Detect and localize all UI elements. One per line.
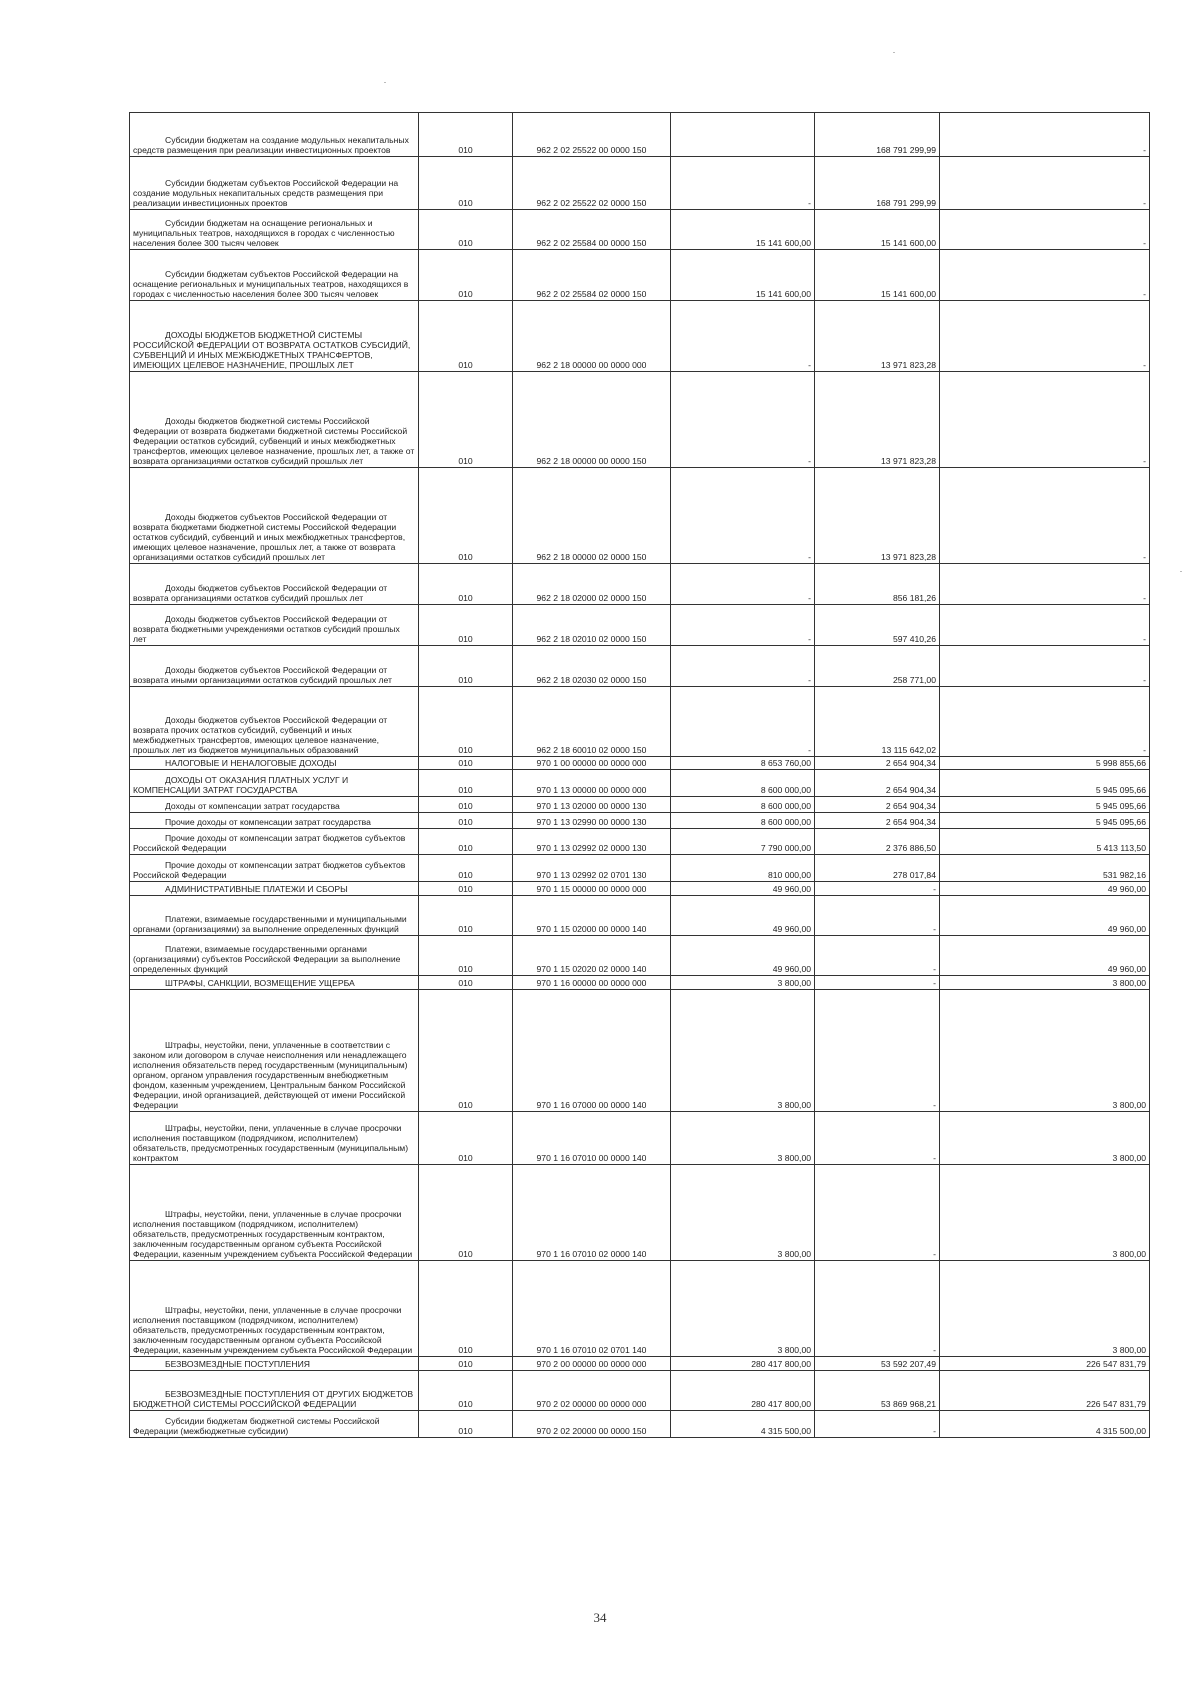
- executed-amount-cell: 2 654 904,34: [815, 813, 940, 829]
- unexecuted-amount-cell: 4 315 500,00: [940, 1411, 1150, 1438]
- budget-classification-code-cell: 970 1 16 07010 00 0000 140: [513, 1112, 671, 1165]
- line-code-cell: 010: [419, 250, 513, 301]
- approved-budget-cell: 3 800,00: [671, 990, 815, 1112]
- line-code-cell: 010: [419, 687, 513, 757]
- indicator-name-cell: Штрафы, неустойки, пени, уплаченные в случае просрочки исполнения поставщиком (подрядчиком, исполнителем) обязательств, предусмотренных государственным (муниципальным) контрактом: [130, 1112, 419, 1165]
- executed-amount-cell: -: [815, 936, 940, 976]
- table-row: [130, 301, 1150, 372]
- line-code-cell: 010: [419, 896, 513, 936]
- approved-budget-cell: 8 653 760,00: [671, 757, 815, 770]
- line-code-cell: 010: [419, 757, 513, 770]
- approved-budget-cell: -: [671, 646, 815, 687]
- indicator-name-cell: БЕЗВОЗМЕЗДНЫЕ ПОСТУПЛЕНИЯ ОТ ДРУГИХ БЮДЖЕТОВ БЮДЖЕТНОЙ СИСТЕМЫ РОССИЙСКОЙ ФЕДЕРАЦИИ: [130, 1371, 419, 1411]
- executed-amount-cell: -: [815, 1411, 940, 1438]
- unexecuted-amount-cell: 3 800,00: [940, 1165, 1150, 1261]
- indicator-name-cell: Платежи, взимаемые государственными органами (организациями) субъектов Российской Федерации за выполнение определенных функций: [130, 936, 419, 976]
- executed-amount-cell: 2 654 904,34: [815, 797, 940, 813]
- scan-artifact: [384, 82, 386, 83]
- line-code-cell: 010: [419, 990, 513, 1112]
- indicator-name-cell: Субсидии бюджетам бюджетной системы Российской Федерации (межбюджетные субсидии): [130, 1411, 419, 1438]
- line-code-cell: 010: [419, 564, 513, 605]
- budget-classification-code-cell: 970 1 15 02000 00 0000 140: [513, 896, 671, 936]
- approved-budget-cell: -: [671, 372, 815, 468]
- table-row: [130, 1371, 1150, 1411]
- indicator-name-cell: Доходы бюджетов субъектов Российской Федерации от возврата иными организациями остатков субсидий прошлых лет: [130, 646, 419, 687]
- indicator-name-cell: НАЛОГОВЫЕ И НЕНАЛОГОВЫЕ ДОХОДЫ: [130, 757, 419, 770]
- unexecuted-amount-cell: 226 547 831,79: [940, 1371, 1150, 1411]
- executed-amount-cell: 53 592 207,49: [815, 1357, 940, 1371]
- indicator-name-cell: Доходы бюджетов субъектов Российской Федерации от возврата бюджетными учреждениями остатков субсидий прошлых лет: [130, 605, 419, 646]
- budget-classification-code-cell: 970 1 13 00000 00 0000 000: [513, 770, 671, 797]
- executed-amount-cell: 2 654 904,34: [815, 757, 940, 770]
- table-row: [130, 605, 1150, 646]
- table-row: [130, 468, 1150, 564]
- budget-classification-code-cell: 970 1 15 02020 02 0000 140: [513, 936, 671, 976]
- approved-budget-cell: -: [671, 687, 815, 757]
- table-row: [130, 1261, 1150, 1357]
- indicator-name-cell: Штрафы, неустойки, пени, уплаченные в случае просрочки исполнения поставщиком (подрядчиком, исполнителем) обязательств, предусмотренных государственным контрактом, заключенным государственным органом субъекта Российской Федерации, казенным учреждением субъекта Российской Федерации: [130, 1165, 419, 1261]
- unexecuted-amount-cell: 226 547 831,79: [940, 1357, 1150, 1371]
- approved-budget-cell: 49 960,00: [671, 896, 815, 936]
- indicator-name-cell: Прочие доходы от компенсации затрат бюджетов субъектов Российской Федерации: [130, 855, 419, 882]
- table-row: [130, 882, 1150, 896]
- table-row: [130, 829, 1150, 855]
- unexecuted-amount-cell: 5 945 095,66: [940, 813, 1150, 829]
- unexecuted-amount-cell: 3 800,00: [940, 976, 1150, 990]
- unexecuted-amount-cell: -: [940, 564, 1150, 605]
- budget-classification-code-cell: 962 2 18 00000 02 0000 150: [513, 468, 671, 564]
- budget-classification-code-cell: 970 1 13 02992 02 0701 130: [513, 855, 671, 882]
- unexecuted-amount-cell: 5 945 095,66: [940, 797, 1150, 813]
- executed-amount-cell: 2 654 904,34: [815, 770, 940, 797]
- budget-classification-code-cell: 970 1 16 07010 02 0000 140: [513, 1165, 671, 1261]
- unexecuted-amount-cell: 49 960,00: [940, 896, 1150, 936]
- table-row: [130, 113, 1150, 157]
- unexecuted-amount-cell: 49 960,00: [940, 882, 1150, 896]
- approved-budget-cell: 280 417 800,00: [671, 1371, 815, 1411]
- executed-amount-cell: 15 141 600,00: [815, 210, 940, 250]
- unexecuted-amount-cell: -: [940, 646, 1150, 687]
- indicator-name-cell: Прочие доходы от компенсации затрат государства: [130, 813, 419, 829]
- executed-amount-cell: 278 017,84: [815, 855, 940, 882]
- table-row: [130, 1357, 1150, 1371]
- approved-budget-cell: -: [671, 468, 815, 564]
- indicator-name-cell: Субсидии бюджетам на оснащение региональных и муниципальных театров, находящихся в городах с численностью населения более 300 тысяч человек: [130, 210, 419, 250]
- executed-amount-cell: -: [815, 896, 940, 936]
- executed-amount-cell: 856 181,26: [815, 564, 940, 605]
- line-code-cell: 010: [419, 855, 513, 882]
- indicator-name-cell: Доходы от компенсации затрат государства: [130, 797, 419, 813]
- indicator-name-cell: Субсидии бюджетам субъектов Российской Федерации на создание модульных некапитальных средств размещения при реализации инвестиционных проектов: [130, 157, 419, 210]
- executed-amount-cell: -: [815, 976, 940, 990]
- table-row: [130, 372, 1150, 468]
- indicator-name-cell: Субсидии бюджетам на создание модульных некапитальных средств размещения при реализации инвестиционных проектов: [130, 113, 419, 157]
- unexecuted-amount-cell: -: [940, 605, 1150, 646]
- unexecuted-amount-cell: -: [940, 157, 1150, 210]
- page-number: 34: [593, 1610, 607, 1625]
- unexecuted-amount-cell: -: [940, 372, 1150, 468]
- indicator-name-cell: ШТРАФЫ, САНКЦИИ, ВОЗМЕЩЕНИЕ УЩЕРБА: [130, 976, 419, 990]
- table-row: [130, 1411, 1150, 1438]
- budget-classification-code-cell: 970 1 13 02990 00 0000 130: [513, 813, 671, 829]
- indicator-name-cell: Штрафы, неустойки, пени, уплаченные в случае просрочки исполнения поставщиком (подрядчиком, исполнителем) обязательств, предусмотренных государственным контрактом, заключенным государственным органом субъекта Российской Федерации, казенным учреждением субъекта Российской Федерации: [130, 1261, 419, 1357]
- budget-classification-code-cell: 962 2 18 00000 00 0000 150: [513, 372, 671, 468]
- indicator-name-cell: Прочие доходы от компенсации затрат бюджетов субъектов Российской Федерации: [130, 829, 419, 855]
- line-code-cell: 010: [419, 882, 513, 896]
- approved-budget-cell: 3 800,00: [671, 1261, 815, 1357]
- indicator-name-cell: Доходы бюджетов бюджетной системы Российской Федерации от возврата бюджетами бюджетной системы Российской Федерации остатков субсидий, субвенций и иных межбюджетных трансфертов, имеющих целевое назначение, прошлых лет, а также от возврата организациями остатков субсидий прошлых лет: [130, 372, 419, 468]
- indicator-name-cell: Доходы бюджетов субъектов Российской Федерации от возврата организациями остатков субсидий прошлых лет: [130, 564, 419, 605]
- unexecuted-amount-cell: -: [940, 687, 1150, 757]
- budget-classification-code-cell: 962 2 18 02010 02 0000 150: [513, 605, 671, 646]
- executed-amount-cell: 13 971 823,28: [815, 468, 940, 564]
- executed-amount-cell: 13 971 823,28: [815, 301, 940, 372]
- line-code-cell: 010: [419, 113, 513, 157]
- indicator-name-cell: ДОХОДЫ ОТ ОКАЗАНИЯ ПЛАТНЫХ УСЛУГ И КОМПЕНСАЦИИ ЗАТРАТ ГОСУДАРСТВА: [130, 770, 419, 797]
- line-code-cell: 010: [419, 1165, 513, 1261]
- budget-classification-code-cell: 970 1 16 07010 02 0701 140: [513, 1261, 671, 1357]
- budget-classification-code-cell: 970 2 00 00000 00 0000 000: [513, 1357, 671, 1371]
- budget-classification-code-cell: 970 1 15 00000 00 0000 000: [513, 882, 671, 896]
- indicator-name-cell: Доходы бюджетов субъектов Российской Федерации от возврата бюджетами бюджетной системы Российской Федерации остатков субсидий, субвенций и иных межбюджетных трансфертов, имеющих целевое назначение, прошлых лет, а также от возврата организациями остатков субсидий прошлых лет: [130, 468, 419, 564]
- approved-budget-cell: 810 000,00: [671, 855, 815, 882]
- table-row: [130, 157, 1150, 210]
- table-row: [130, 813, 1150, 829]
- table-row: [130, 976, 1150, 990]
- approved-budget-cell: 8 600 000,00: [671, 813, 815, 829]
- table-row: [130, 990, 1150, 1112]
- revenue-table: [129, 112, 1150, 1438]
- budget-classification-code-cell: 962 2 18 02000 02 0000 150: [513, 564, 671, 605]
- unexecuted-amount-cell: 3 800,00: [940, 1112, 1150, 1165]
- approved-budget-cell: -: [671, 564, 815, 605]
- unexecuted-amount-cell: -: [940, 250, 1150, 301]
- executed-amount-cell: 168 791 299,99: [815, 113, 940, 157]
- approved-budget-cell: 15 141 600,00: [671, 210, 815, 250]
- line-code-cell: 010: [419, 976, 513, 990]
- unexecuted-amount-cell: -: [940, 301, 1150, 372]
- approved-budget-cell: -: [671, 301, 815, 372]
- approved-budget-cell: 7 790 000,00: [671, 829, 815, 855]
- budget-classification-code-cell: 970 1 16 07000 00 0000 140: [513, 990, 671, 1112]
- budget-classification-code-cell: 970 1 00 00000 00 0000 000: [513, 757, 671, 770]
- executed-amount-cell: 2 376 886,50: [815, 829, 940, 855]
- line-code-cell: 010: [419, 157, 513, 210]
- budget-classification-code-cell: 962 2 18 00000 00 0000 000: [513, 301, 671, 372]
- budget-classification-code-cell: 970 2 02 20000 00 0000 150: [513, 1411, 671, 1438]
- unexecuted-amount-cell: -: [940, 210, 1150, 250]
- executed-amount-cell: -: [815, 1112, 940, 1165]
- budget-classification-code-cell: 970 1 16 00000 00 0000 000: [513, 976, 671, 990]
- indicator-name-cell: Субсидии бюджетам субъектов Российской Федерации на оснащение региональных и муниципальных театров, находящихся в городах с численностью населения более 300 тысяч человек: [130, 250, 419, 301]
- budget-classification-code-cell: 962 2 02 25584 00 0000 150: [513, 210, 671, 250]
- table-row: [130, 250, 1150, 301]
- table-row: [130, 896, 1150, 936]
- line-code-cell: 010: [419, 829, 513, 855]
- line-code-cell: 010: [419, 1371, 513, 1411]
- executed-amount-cell: -: [815, 882, 940, 896]
- approved-budget-cell: [671, 113, 815, 157]
- line-code-cell: 010: [419, 605, 513, 646]
- unexecuted-amount-cell: -: [940, 113, 1150, 157]
- line-code-cell: 010: [419, 1112, 513, 1165]
- table-row: [130, 936, 1150, 976]
- approved-budget-cell: 8 600 000,00: [671, 770, 815, 797]
- unexecuted-amount-cell: -: [940, 468, 1150, 564]
- line-code-cell: 010: [419, 301, 513, 372]
- indicator-name-cell: БЕЗВОЗМЕЗДНЫЕ ПОСТУПЛЕНИЯ: [130, 1357, 419, 1371]
- unexecuted-amount-cell: 531 982,16: [940, 855, 1150, 882]
- line-code-cell: 010: [419, 797, 513, 813]
- executed-amount-cell: 258 771,00: [815, 646, 940, 687]
- unexecuted-amount-cell: 5 413 113,50: [940, 829, 1150, 855]
- line-code-cell: 010: [419, 813, 513, 829]
- executed-amount-cell: 53 869 968,21: [815, 1371, 940, 1411]
- approved-budget-cell: 4 315 500,00: [671, 1411, 815, 1438]
- table-row: [130, 687, 1150, 757]
- budget-classification-code-cell: 962 2 02 25522 00 0000 150: [513, 113, 671, 157]
- budget-classification-code-cell: 970 2 02 00000 00 0000 000: [513, 1371, 671, 1411]
- budget-classification-code-cell: 962 2 18 60010 02 0000 150: [513, 687, 671, 757]
- scan-artifact: [893, 52, 895, 53]
- approved-budget-cell: 3 800,00: [671, 976, 815, 990]
- table-row: [130, 797, 1150, 813]
- unexecuted-amount-cell: 3 800,00: [940, 990, 1150, 1112]
- approved-budget-cell: 15 141 600,00: [671, 250, 815, 301]
- table-row: [130, 210, 1150, 250]
- indicator-name-cell: Штрафы, неустойки, пени, уплаченные в соответствии с законом или договором в случае неисполнения или ненадлежащего исполнения обязательств перед государственным (муниципальным) органом, органом управления государственным внебюджетным фондом, казенным учреждением, Центральным банком Российской Федерации, иной организацией, действующей от имени Российской Федерации: [130, 990, 419, 1112]
- approved-budget-cell: 8 600 000,00: [671, 797, 815, 813]
- unexecuted-amount-cell: 49 960,00: [940, 936, 1150, 976]
- table-row: [130, 757, 1150, 770]
- table-row: [130, 1165, 1150, 1261]
- indicator-name-cell: Доходы бюджетов субъектов Российской Федерации от возврата прочих остатков субсидий, субвенций и иных межбюджетных трансфертов, имеющих целевое назначение, прошлых лет из бюджетов муниципальных образований: [130, 687, 419, 757]
- unexecuted-amount-cell: 5 998 855,66: [940, 757, 1150, 770]
- executed-amount-cell: 168 791 299,99: [815, 157, 940, 210]
- executed-amount-cell: -: [815, 1261, 940, 1357]
- line-code-cell: 010: [419, 646, 513, 687]
- line-code-cell: 010: [419, 1357, 513, 1371]
- executed-amount-cell: 15 141 600,00: [815, 250, 940, 301]
- indicator-name-cell: АДМИНИСТРАТИВНЫЕ ПЛАТЕЖИ И СБОРЫ: [130, 882, 419, 896]
- budget-classification-code-cell: 962 2 02 25522 02 0000 150: [513, 157, 671, 210]
- line-code-cell: 010: [419, 468, 513, 564]
- table-row: [130, 1112, 1150, 1165]
- approved-budget-cell: 3 800,00: [671, 1165, 815, 1261]
- line-code-cell: 010: [419, 770, 513, 797]
- approved-budget-cell: 3 800,00: [671, 1112, 815, 1165]
- budget-classification-code-cell: 962 2 18 02030 02 0000 150: [513, 646, 671, 687]
- approved-budget-cell: 49 960,00: [671, 936, 815, 976]
- table-row: [130, 564, 1150, 605]
- approved-budget-cell: -: [671, 605, 815, 646]
- indicator-name-cell: Платежи, взимаемые государственными и муниципальными органами (организациями) за выполнение определенных функций: [130, 896, 419, 936]
- line-code-cell: 010: [419, 1261, 513, 1357]
- budget-classification-code-cell: 962 2 02 25584 02 0000 150: [513, 250, 671, 301]
- line-code-cell: 010: [419, 1411, 513, 1438]
- unexecuted-amount-cell: 5 945 095,66: [940, 770, 1150, 797]
- budget-classification-code-cell: 970 1 13 02000 00 0000 130: [513, 797, 671, 813]
- indicator-name-cell: ДОХОДЫ БЮДЖЕТОВ БЮДЖЕТНОЙ СИСТЕМЫ РОССИЙСКОЙ ФЕДЕРАЦИИ ОТ ВОЗВРАТА ОСТАТКОВ СУБСИДИЙ, СУБВЕНЦИЙ И ИНЫХ МЕЖБЮДЖЕТНЫХ ТРАНСФЕРТОВ, ИМЕЮЩИХ ЦЕЛЕВОЕ НАЗНАЧЕНИЕ, ПРОШЛЫХ ЛЕТ: [130, 301, 419, 372]
- line-code-cell: 010: [419, 936, 513, 976]
- line-code-cell: 010: [419, 210, 513, 250]
- executed-amount-cell: -: [815, 990, 940, 1112]
- executed-amount-cell: -: [815, 1165, 940, 1261]
- table-row: [130, 646, 1150, 687]
- approved-budget-cell: 280 417 800,00: [671, 1357, 815, 1371]
- executed-amount-cell: 13 971 823,28: [815, 372, 940, 468]
- executed-amount-cell: 597 410,26: [815, 605, 940, 646]
- budget-classification-code-cell: 970 1 13 02992 02 0000 130: [513, 829, 671, 855]
- unexecuted-amount-cell: 3 800,00: [940, 1261, 1150, 1357]
- scan-artifact: [1180, 571, 1182, 572]
- table-row: [130, 770, 1150, 797]
- approved-budget-cell: 49 960,00: [671, 882, 815, 896]
- approved-budget-cell: -: [671, 157, 815, 210]
- executed-amount-cell: 13 115 642,02: [815, 687, 940, 757]
- table-row: [130, 855, 1150, 882]
- revenue-table-body: [130, 113, 1150, 1438]
- line-code-cell: 010: [419, 372, 513, 468]
